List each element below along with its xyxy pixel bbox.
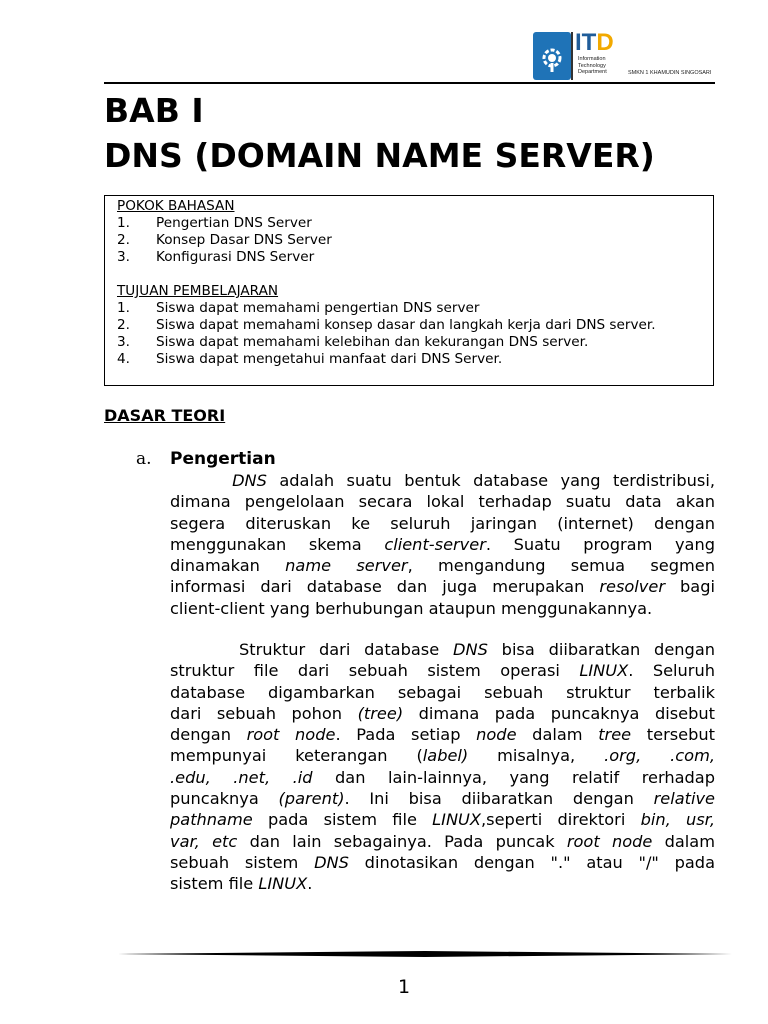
italic-term: DNS — [453, 640, 488, 659]
paragraph-line — [170, 703, 715, 724]
paragraph-line — [170, 873, 715, 894]
subsection-heading: Pengertian — [170, 449, 276, 469]
paragraph-line — [170, 598, 715, 619]
paragraph-line — [170, 639, 715, 660]
text-run: segera diteruskan ke seluruh jaringan (internet) dengan — [170, 513, 715, 533]
list-item-number: 3. — [117, 249, 130, 265]
paragraph-line — [170, 745, 715, 766]
gear-shield-icon — [533, 32, 571, 80]
paragraph-line — [170, 513, 715, 534]
paragraph-line — [170, 852, 715, 873]
paragraph-line — [170, 491, 715, 512]
list-item — [117, 317, 656, 334]
text-run: struktur file dari sebuah sistem operasi — [170, 661, 580, 681]
paragraph-line — [170, 767, 715, 788]
text-run: tersebut — [631, 725, 716, 745]
list-item-number: 1. — [117, 300, 130, 316]
text-run: dan lain-lainnya, yang relatif rerhadap — [312, 767, 715, 787]
text-run: . Seluruh — [628, 661, 715, 681]
italic-term: node — [476, 725, 517, 745]
chapter-subtitle: DNS (DOMAIN NAME SERVER) — [104, 136, 655, 175]
list-item-text: Siswa dapat mengetahui manfaat dari DNS Server. — [156, 351, 503, 367]
chapter-title: BAB I — [104, 91, 204, 130]
list-item — [117, 232, 332, 249]
paragraph-structure — [170, 639, 715, 895]
italic-term: pathname — [170, 810, 253, 830]
list-item-number: 2. — [117, 317, 130, 333]
text-run: puncaknya — [170, 789, 279, 809]
list-item-text: Pengertian DNS Server — [156, 215, 312, 231]
paragraph-line — [170, 682, 715, 703]
italic-term: tree — [598, 725, 632, 745]
text-run: dengan — [170, 725, 247, 745]
text-run: sebuah sistem — [170, 852, 315, 872]
logo-sub-line: Information — [578, 56, 606, 62]
italic-term: label) — [422, 746, 469, 766]
text-run: sistem file — [170, 874, 259, 894]
text-run: dimana pengelolaan secara lokal terhadap suatu data akan — [170, 492, 715, 512]
text-run: dari sebuah pohon — [170, 703, 358, 723]
text-run: dinotasikan dengan "." atau "/" pada — [348, 852, 715, 872]
list-item-number: 3. — [117, 334, 130, 350]
text-run: Struktur dari database — [170, 640, 453, 659]
italic-term: LINUX — [432, 810, 481, 830]
italic-term: var, etc — [170, 831, 238, 851]
list-item — [117, 249, 332, 266]
text-run: database digambarkan sebagai sebuah struktur terbalik — [170, 682, 715, 702]
italic-term: LINUX — [579, 661, 629, 681]
list-item-text: Konsep Dasar DNS Server — [156, 232, 332, 248]
paragraph-line — [170, 534, 715, 555]
text-run: mempunyai keterangan ( — [170, 746, 423, 766]
paragraph-line — [170, 470, 715, 491]
paragraph-line — [170, 809, 715, 830]
logo-brand — [575, 30, 614, 56]
text-run: dalam — [516, 725, 599, 745]
pokok-bahasan-list — [117, 198, 332, 266]
list-item — [117, 300, 656, 317]
italic-term: name server — [285, 556, 408, 576]
section-heading: DASAR TEORI — [104, 406, 226, 425]
pokok-bahasan-heading: POKOK BAHASAN — [117, 198, 235, 214]
logo-school-name: SMKN 1 KHAMUDIN SINGOSARI — [628, 70, 712, 76]
italic-term: resolver — [599, 577, 665, 597]
page-number: 1 — [398, 976, 411, 998]
text-run: bagi — [665, 577, 715, 597]
list-item-text: Siswa dapat memahami konsep dasar dan langkah kerja dari DNS server. — [156, 317, 656, 333]
text-run: informasi dari database dan juga merupakan — [170, 577, 600, 597]
italic-term: relative — [653, 789, 715, 809]
paragraph-line — [170, 576, 715, 597]
text-run: dan lain sebagainya. Pada puncak — [237, 831, 567, 851]
logo-brand-it: IT — [575, 29, 597, 56]
italic-term: DNS — [232, 471, 267, 490]
tujuan-pembelajaran-heading: TUJUAN PEMBELAJARAN — [117, 283, 279, 299]
paragraph-line — [170, 788, 715, 809]
list-item-text: Konfigurasi DNS Server — [156, 249, 315, 265]
footer-rule — [118, 951, 732, 957]
tujuan-pembelajaran-list — [117, 283, 656, 368]
paragraph-line — [170, 724, 715, 745]
italic-term: (parent) — [278, 789, 345, 809]
list-item — [117, 215, 332, 232]
text-run: . Ini bisa diibaratkan dengan — [344, 789, 654, 809]
text-run: misalnya, — [468, 746, 605, 766]
logo-brand-d: D — [596, 29, 614, 56]
italic-term: client-server — [384, 534, 486, 554]
text-run: . — [307, 874, 313, 894]
text-run: . Suatu program yang — [485, 534, 715, 554]
list-item-number: 2. — [117, 232, 130, 248]
text-run: bisa diibaratkan dengan — [487, 640, 715, 659]
logo-sub-line: Department — [578, 69, 607, 75]
italic-term: DNS — [314, 852, 349, 872]
list-item-number: 4. — [117, 351, 130, 367]
logo-divider — [571, 32, 573, 80]
gear-icon — [540, 44, 564, 74]
list-item — [117, 351, 656, 368]
italic-term: .edu, .net, .id — [170, 767, 313, 787]
learning-objectives-box — [104, 195, 714, 386]
list-item-number: 1. — [117, 215, 130, 231]
paragraph-definition — [170, 470, 715, 619]
list-item — [117, 334, 656, 351]
italic-term: .org, .com, — [604, 746, 715, 766]
italic-term: LINUX — [258, 874, 308, 894]
text-run: adalah suatu bentuk database yang terdistribusi, — [266, 471, 715, 490]
paragraph-line — [170, 831, 715, 852]
header-rule — [104, 82, 715, 84]
italic-term: bin, usr, — [640, 810, 715, 830]
italic-term: (tree) — [357, 703, 404, 723]
subsection-letter: a. — [136, 449, 152, 469]
text-run — [170, 471, 232, 490]
list-item-text: Siswa dapat memahami pengertian DNS server — [156, 300, 480, 316]
text-run: pada sistem file — [252, 810, 433, 830]
text-run: client-client yang berhubungan ataupun menggunakannya. — [170, 598, 653, 618]
list-item-text: Siswa dapat memahami kelebihan dan kekurangan DNS server. — [156, 334, 589, 350]
logo-subtitle — [578, 56, 607, 76]
text-run: dalam — [652, 831, 715, 851]
text-run: menggunakan skema — [170, 534, 385, 554]
text-run: dinamakan — [170, 556, 286, 576]
italic-term: root node — [246, 725, 336, 745]
italic-term: root node — [566, 831, 653, 851]
text-run: dimana pada puncaknya disebut — [403, 703, 715, 723]
text-run: ,seperti direktori — [481, 810, 641, 830]
text-run: , mengandung semua segmen — [407, 556, 715, 576]
itd-logo — [533, 28, 715, 84]
paragraph-line — [170, 555, 715, 576]
text-run: . Pada setiap — [335, 725, 477, 745]
paragraph-line — [170, 660, 715, 681]
logo-sub-line: Technology — [578, 62, 606, 69]
